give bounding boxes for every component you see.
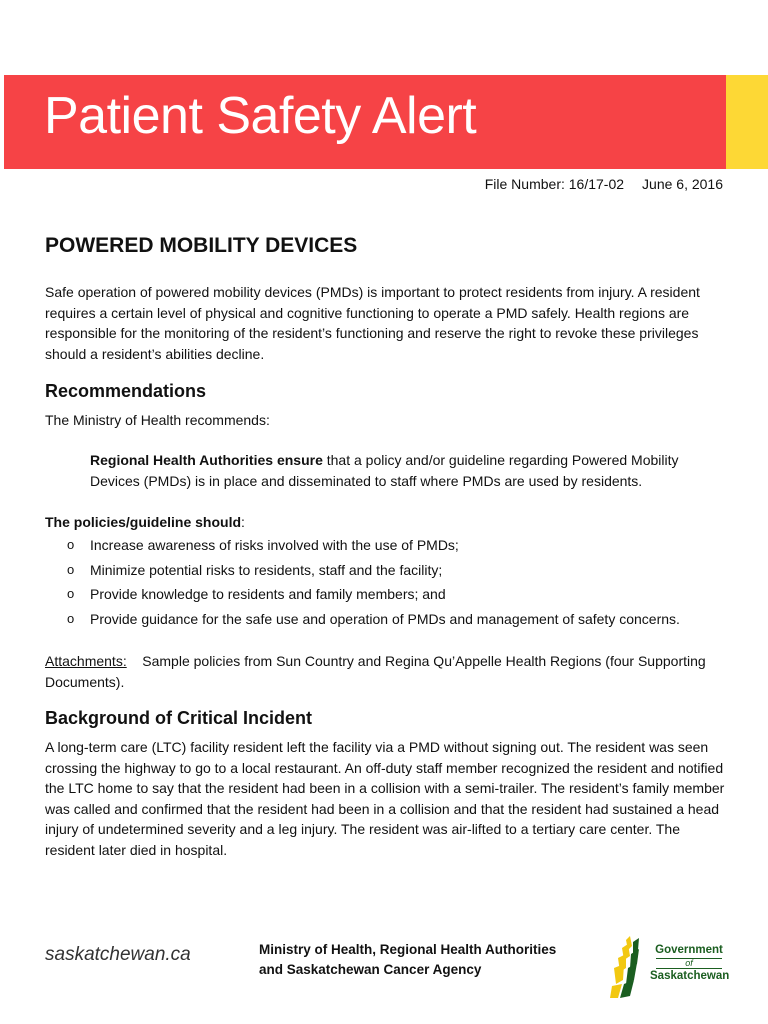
attachments-label: Attachments:: [45, 653, 127, 669]
logo-wordmark: [650, 944, 728, 983]
alert-title: Patient Safety Alert: [44, 87, 477, 145]
list-item: [45, 609, 735, 634]
agency-line-1: Ministry of Health, Regional Health Authorities: [259, 942, 557, 957]
policy-bullet-list: [45, 535, 735, 633]
alert-date: June 6, 2016: [642, 176, 723, 192]
document-title: POWERED MOBILITY DEVICES: [45, 234, 358, 257]
bullet-marker: o: [67, 537, 75, 552]
wheat-sheaf-icon: [610, 936, 639, 998]
list-item: [45, 584, 735, 609]
logo-line-2: of: [656, 958, 722, 969]
bullet-text: Minimize potential risks to residents, staff and the facility;: [90, 561, 443, 578]
logo-line-1: Government: [655, 944, 723, 956]
bullet-text: Provide guidance for the safe use and operation of PMDs and management of safety concerns.: [90, 610, 680, 627]
policies-label-line: [45, 512, 725, 533]
list-item: [45, 535, 735, 560]
rha-recommendation: [90, 450, 730, 491]
recommendations-heading: Recommendations: [45, 381, 207, 401]
list-item: [45, 560, 735, 585]
attachments-text: Sample policies from Sun Country and Regina Qu’Appelle Health Regions (four Supporting Documents).: [45, 653, 710, 690]
agency-line-2: and Saskatchewan Cancer Agency: [259, 962, 482, 977]
file-info: [485, 176, 723, 192]
recommends-line: The Ministry of Health recommends:: [45, 412, 270, 428]
website-link[interactable]: saskatchewan.ca: [45, 944, 191, 965]
bullet-text: Increase awareness of risks involved with the use of PMDs;: [90, 537, 459, 553]
policies-colon: :: [241, 514, 245, 530]
file-number: File Number: 16/17-02: [484, 176, 625, 192]
rha-bold-text: Regional Health Authorities ensure: [90, 452, 323, 468]
policies-label: The policies/guideline should: [45, 514, 242, 530]
logo-line-3: Saskatchewan: [650, 970, 730, 982]
rha-text: that a policy and/or guideline regarding Powered Mobility Devices (PMDs) is in place and disseminated to staff where PMDs are used by residents.: [90, 452, 679, 489]
bullet-marker: o: [67, 586, 75, 601]
bullet-marker: o: [67, 610, 75, 626]
intro-paragraph: Safe operation of powered mobility devices (PMDs) is important to protect residents from injury. A resident requires a certain level of physical and cognitive functioning to operate a PMD safely. Health regions are responsible for the monitoring of the resident’s functioning and reserve the right to revoke these privileges should a resident’s abilities decline.: [45, 284, 700, 362]
background-paragraph: A long-term care (LTC) facility resident left the facility via a PMD without signing out. The resident was seen crossing the highway to go to a local restaurant. An off-duty staff member recognized the resident and notified the LTC home to say that the resident had been in a collision with a semi-trailer. The resident’s family member was called and confirmed that the resident had been in a collision and that the resident had sustained a head injury of undetermined severity and a leg injury. The resident was air-lifted to a tertiary care center. The resident later died in hospital.: [45, 739, 725, 858]
bullet-text: Provide knowledge to residents and family members; and: [90, 586, 446, 602]
bullet-marker: o: [67, 561, 75, 577]
attachments-paragraph: [45, 651, 725, 692]
header-accent-bar: [726, 75, 768, 169]
footer-agency: [259, 940, 556, 980]
background-heading: Background of Critical Incident: [45, 708, 313, 728]
